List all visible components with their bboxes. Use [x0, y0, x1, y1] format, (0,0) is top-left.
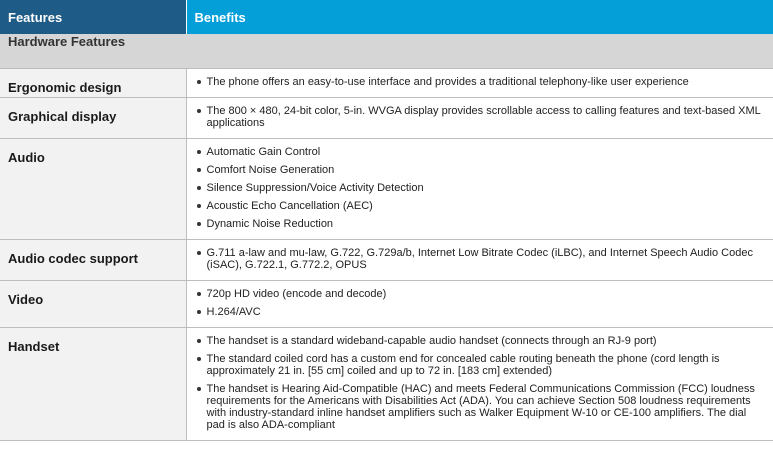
benefit-item: The handset is a standard wideband-capable audio handset (connects through an RJ-9 port): [195, 335, 766, 347]
table-row: [0, 69, 773, 98]
feature-name: Audio codec support: [0, 240, 186, 281]
header-features: Features: [0, 0, 186, 34]
benefits-cell: [186, 69, 773, 98]
benefit-item: 720p HD video (encode and decode): [195, 288, 766, 300]
benefit-item: The handset is Hearing Aid-Compatible (HAC) and meets Federal Communications Commission (FCC) loudness requirements for the Americans with Disabilities Act (ADA). You can achieve Section 508 loudness requirements with industry-standard inline handset amplifiers such as Walker Equipment W-10 or CE-100 amplifiers. The dial pad is also ADA-compliant: [195, 383, 766, 431]
benefit-item: H.264/AVC: [195, 306, 766, 318]
table-row: [0, 240, 773, 281]
benefit-item: Silence Suppression/Voice Activity Detection: [195, 182, 766, 194]
feature-name: Video: [0, 281, 186, 328]
table-header-row: [0, 0, 773, 34]
benefit-item: Acoustic Echo Cancellation (AEC): [195, 200, 766, 212]
benefits-cell: [186, 240, 773, 281]
table-row: [0, 98, 773, 139]
section-row: [0, 34, 773, 69]
benefit-item: Comfort Noise Generation: [195, 164, 766, 176]
benefit-item: The 800 × 480, 24-bit color, 5-in. WVGA display provides scrollable access to calling features and text-based XML applications: [195, 105, 766, 129]
header-benefits: Benefits: [186, 0, 773, 34]
benefit-item: The phone offers an easy-to-use interface and provides a traditional telephony-like user experience: [195, 76, 766, 88]
section-title: Hardware Features: [0, 34, 773, 69]
benefit-item: The standard coiled cord has a custom end for concealed cable routing beneath the phone (cord length is approximately 21 in. [55 cm] coiled and up to 72 in. [183 cm] extended): [195, 353, 766, 377]
feature-name: Graphical display: [0, 98, 186, 139]
feature-name: Audio: [0, 139, 186, 240]
benefits-cell: [186, 328, 773, 441]
table-row: [0, 139, 773, 240]
benefits-cell: [186, 98, 773, 139]
feature-name: Ergonomic design: [0, 69, 186, 98]
benefits-cell: [186, 139, 773, 240]
table-row: [0, 281, 773, 328]
benefit-item: Dynamic Noise Reduction: [195, 218, 766, 230]
benefit-item: Automatic Gain Control: [195, 146, 766, 158]
table-row: [0, 328, 773, 441]
feature-name: Handset: [0, 328, 186, 441]
benefit-item: G.711 a-law and mu-law, G.722, G.729a/b, Internet Low Bitrate Codec (iLBC), and Internet Speech Audio Codec (iSAC), G.722.1, G.772.2, OPUS: [195, 247, 766, 271]
benefits-cell: [186, 281, 773, 328]
